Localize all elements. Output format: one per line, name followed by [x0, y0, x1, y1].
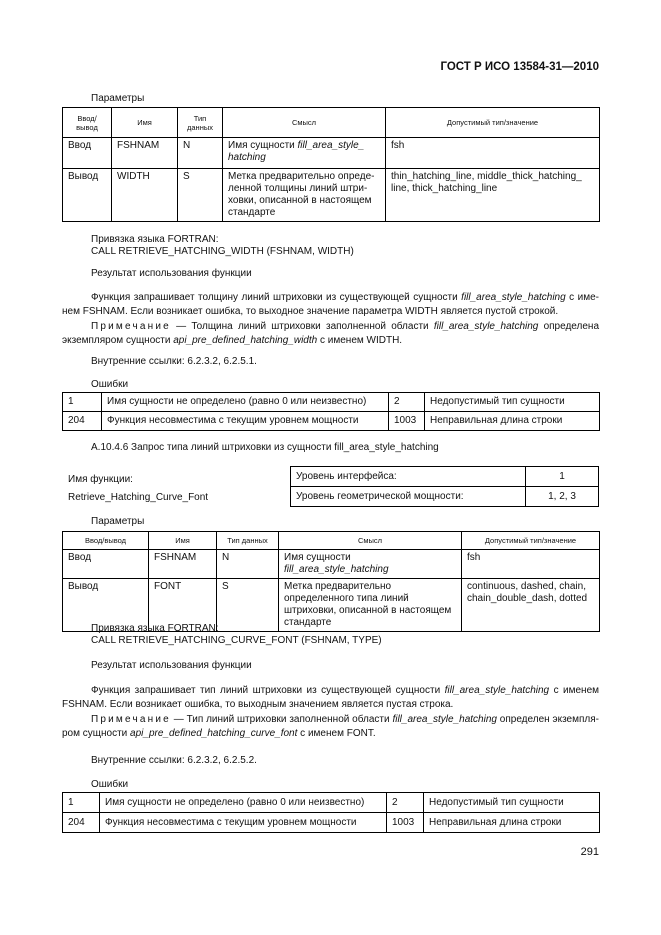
col-header-name: Имя	[149, 532, 217, 550]
errors-table	[62, 392, 600, 431]
table-row	[291, 487, 599, 507]
col-header-meaning: Смысл	[279, 532, 462, 550]
error-code: 1003	[387, 813, 424, 833]
error-code: 1	[63, 793, 100, 813]
error-text: Имя сущности не определено (равно 0 или неизвестно)	[100, 793, 387, 813]
cell-name: FSHNAM	[149, 550, 217, 579]
errors-table	[62, 792, 600, 833]
col-header-type: Тип данных	[217, 532, 279, 550]
error-text: Неправильная длина строки	[424, 813, 600, 833]
col-header-type: Тип данных	[178, 108, 223, 138]
error-text: Функция несовместима с текущим уровнем мощности	[100, 813, 387, 833]
cell-type: S	[178, 169, 223, 222]
level-label: Уровень геометрической мощности:	[291, 487, 526, 507]
col-header-io: Ввод/ вывод	[63, 108, 112, 138]
cell-io: Ввод	[63, 550, 149, 579]
cell-io: Вывод	[63, 169, 112, 222]
cell-name: FONT	[149, 579, 217, 632]
function-name: Retrieve_Hatching_Curve_Font	[68, 492, 209, 503]
cell-name: WIDTH	[112, 169, 178, 222]
table-row	[63, 169, 600, 222]
col-header-allowed: Допустимый тип/значение	[386, 108, 600, 138]
table-row	[63, 813, 600, 833]
cell-name: FSHNAM	[112, 138, 178, 169]
cell-io: Вывод	[63, 579, 149, 632]
params-label: Параметры	[91, 516, 145, 527]
error-code: 2	[387, 793, 424, 813]
table-row	[63, 393, 600, 412]
error-text: Недопустимый тип сущности	[424, 793, 600, 813]
page-number: 291	[580, 846, 599, 858]
level-value: 1	[526, 467, 599, 487]
col-header-meaning: Смысл	[223, 108, 386, 138]
errors-label: Ошибки	[91, 379, 129, 390]
document-header: ГОСТ Р ИСО 13584-31—2010	[440, 61, 599, 73]
section-heading: A.10.4.6 Запрос типа линий штриховки из сущности fill_area_style_hatching	[91, 442, 439, 453]
cell-meaning: Метка предварительно определенного типа линий штриховки, описанной в настоящем стандарте	[279, 579, 462, 632]
internal-refs: Внутренние ссылки: 6.2.3.2, 6.2.5.2.	[91, 755, 257, 766]
error-text: Функция несовместима с текущим уровнем мощности	[102, 412, 389, 431]
col-header-io: Ввод/вывод	[63, 532, 149, 550]
note-paragraph: Примечание — Толщина линий штриховки заполненной области fill_area_style_hatching определена экземпляром сущности api_pre_defined_hatching_width с именем WIDTH.	[62, 321, 600, 346]
error-code: 204	[63, 412, 102, 431]
table-row	[63, 138, 600, 169]
cell-type: N	[178, 138, 223, 169]
parameters-table	[62, 531, 600, 632]
internal-refs: Внутренние ссылки: 6.2.3.2, 6.2.5.1.	[91, 356, 257, 367]
cell-allowed: fsh	[462, 550, 600, 579]
result-title: Результат использования функции	[91, 660, 252, 671]
parameters-table	[62, 107, 600, 222]
result-paragraph: Функция запрашивает толщину линий штриховки из существующей сущности fill_area_style_hatching с именем FSHNAM. Если возникает ошибка, то выходное значение параметра WIDTH является пустой строкой.	[62, 292, 599, 317]
cell-type: S	[217, 579, 279, 632]
cell-meaning: Имя сущности fill_area_style_hatching	[279, 550, 462, 579]
cell-allowed: fsh	[386, 138, 600, 169]
fortran-call: CALL RETRIEVE_HATCHING_CURVE_FONT (FSHNAM, TYPE)	[91, 635, 382, 646]
cell-type: N	[217, 550, 279, 579]
cell-io: Ввод	[63, 138, 112, 169]
cell-meaning: Имя сущности fill_area_style_ hatching	[223, 138, 386, 169]
fortran-binding-label: Привязка языка FORTRAN:	[91, 623, 219, 634]
note-paragraph: Примечание — Тип линий штриховки заполненной области fill_area_style_hatching определен экземпляром сущности api_pre_defined_hatching_curve_font с именем FONT.	[62, 714, 599, 739]
error-text: Недопустимый тип сущности	[425, 393, 600, 412]
col-header-name: Имя	[112, 108, 178, 138]
fortran-call: CALL RETRIEVE_HATCHING_WIDTH (FSHNAM, WIDTH)	[91, 246, 354, 257]
error-code: 204	[63, 813, 100, 833]
cell-allowed: thin_hatching_line, middle_thick_hatching_ line, thick_hatching_line	[386, 169, 600, 222]
function-name-label: Имя функции:	[68, 474, 133, 485]
result-paragraph: Функция запрашивает тип линий штриховки из существующей сущности fill_area_style_hatching с именем FSHNAM. Если возникает ошибка, то выходным значением является пустая строка.	[62, 685, 600, 710]
error-code: 2	[389, 393, 425, 412]
table-row	[63, 793, 600, 813]
params-label: Параметры	[91, 93, 145, 104]
errors-label: Ошибки	[91, 779, 129, 790]
level-label: Уровень интерфейса:	[291, 467, 526, 487]
error-text: Имя сущности не определено (равно 0 или неизвестно)	[102, 393, 389, 412]
level-value: 1, 2, 3	[526, 487, 599, 507]
result-title: Результат использования функции	[91, 268, 252, 279]
cell-allowed: continuous, dashed, chain, chain_double_dash, dotted	[462, 579, 600, 632]
error-code: 1003	[389, 412, 425, 431]
levels-table	[290, 466, 599, 507]
fortran-binding-label: Привязка языка FORTRAN:	[91, 234, 219, 245]
col-header-allowed: Допустимый тип/значение	[462, 532, 600, 550]
table-row	[63, 412, 600, 431]
table-row	[63, 550, 600, 579]
error-text: Неправильная длина строки	[425, 412, 600, 431]
error-code: 1	[63, 393, 102, 412]
table-row	[291, 467, 599, 487]
cell-meaning: Метка предварительно определенной толщины линий штриховки, описанной в настоящем стандарте	[223, 169, 386, 222]
